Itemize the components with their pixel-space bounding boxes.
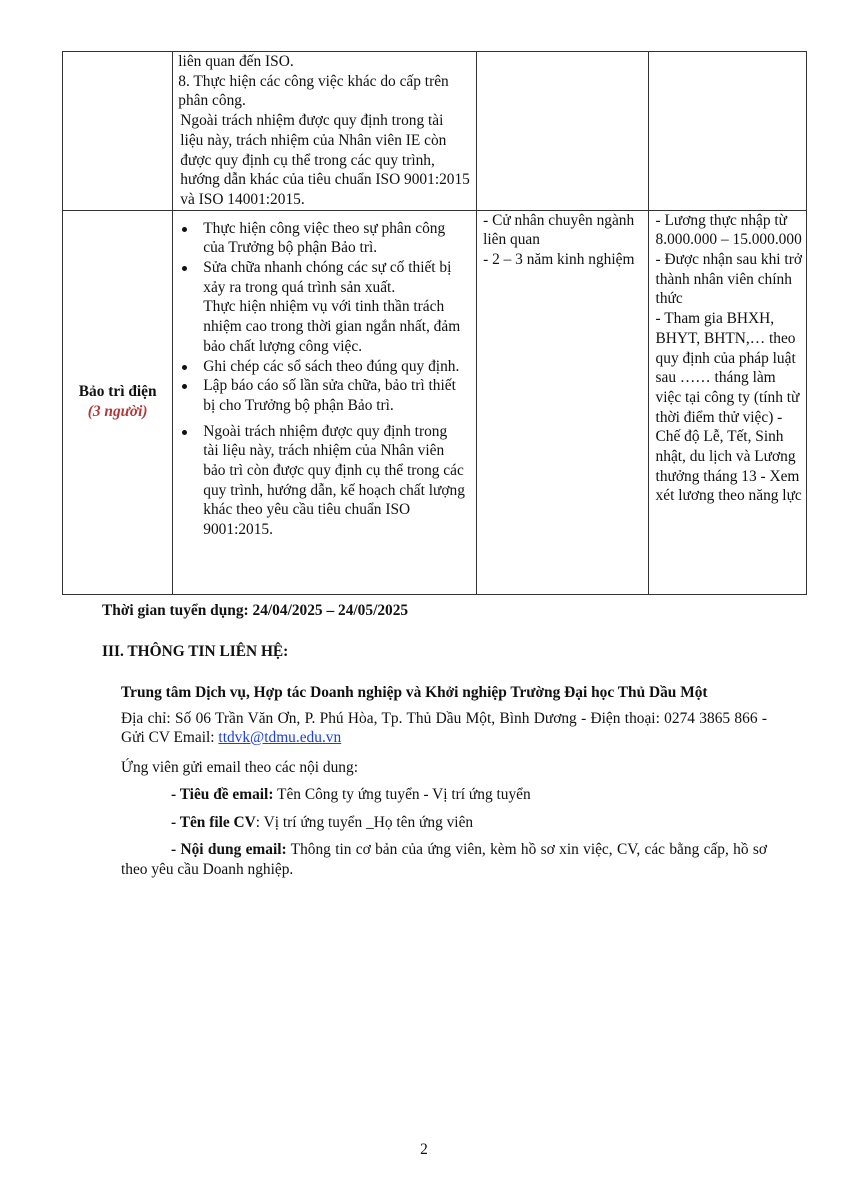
- table-row: [63, 210, 807, 594]
- position-count: (3 người): [87, 403, 148, 421]
- duty-item: Sửa chữa nhanh chóng các sự cố thiết bị xảy ra trong quá trình sản xuất.: [203, 258, 466, 297]
- section-heading: III. THÔNG TIN LIÊN HỆ:: [102, 643, 289, 660]
- page-number: 2: [420, 1141, 428, 1158]
- duty-text: 8. Thực hiện các công việc khác do cấp trên phân công.: [178, 72, 449, 110]
- benefit-item: - Tham gia BHXH, BHYT, BHTN,… theo quy định của pháp luật sau …… tháng làm việc tại công ty (tính từ thời điểm thử việc) - Chế độ Lễ, Tết, Sinh nhật, du lịch và Lương thưởng tháng 13 - Xem xét lương theo năng lực: [655, 310, 802, 505]
- instruction-text: Tên Công ty ứng tuyển - Vị trí ứng tuyển: [273, 786, 531, 803]
- address-text: Địa chỉ: Số 06 Trần Văn Ơn, P. Phú Hòa, Tp. Thủ Dầu Một, Bình Dương - Điện thoại: 0274 3865 866 - Gửi CV Email:: [121, 709, 767, 746]
- job-positions-table: [62, 51, 807, 595]
- duty-item: Ghi chép các sổ sách theo đúng quy định.: [203, 357, 466, 377]
- email-instruction-item: [121, 785, 767, 805]
- duty-item: Thực hiện công việc theo sự phân công của Trưởng bộ phận Bảo trì.: [203, 219, 466, 258]
- table-row: [63, 52, 807, 211]
- requirements-cell: [477, 210, 648, 594]
- contact-block: [121, 683, 767, 879]
- email-instruction-item: [121, 840, 767, 879]
- organization-name: Trung tâm Dịch vụ, Hợp tác Doanh nghiệp và Khởi nghiệp Trường Đại học Thủ Dầu Một: [121, 684, 708, 701]
- duties-cell: [173, 210, 477, 594]
- instruction-text: Thông tin cơ bản của ứng viên, kèm hồ sơ xin việc, CV, các bằng cấp, hồ sơ theo yêu cầu Doanh nghiệp.: [121, 841, 768, 878]
- benefits-cell: [648, 210, 806, 594]
- requirements-cell: [477, 52, 648, 211]
- instruction-text: : Vị trí ứng tuyển _Họ tên ứng viên: [255, 813, 474, 831]
- duty-text: liên quan đến ISO.: [178, 53, 294, 70]
- duty-item: Ngoài trách nhiệm được quy định trong tài liệu này, trách nhiệm của Nhân viên bảo trì còn được quy định cụ thể trong các quy trình, hướng dẫn, kế hoạch chất lượng khác theo yêu cầu tiêu chuẩn ISO 9001:2015.: [203, 422, 465, 539]
- duties-list: [173, 211, 476, 540]
- contact-address: [121, 709, 767, 748]
- instruction-label: - Tên file CV: [171, 813, 256, 831]
- email-instructions-intro: Ứng viên gửi email theo các nội dung:: [121, 758, 358, 776]
- instruction-label: - Tiêu đề email:: [171, 786, 274, 803]
- benefits-cell: [648, 52, 806, 211]
- duty-note: Ngoài trách nhiệm được quy định trong tài liệu này, trách nhiệm của Nhân viên IE còn được quy định cụ thể trong các quy trình, hướng dẫn khác của tiêu chuẩn ISO 9001:2015 và ISO 14001:2015.: [180, 112, 470, 208]
- position-cell: [63, 52, 173, 211]
- requirement-item: - 2 – 3 năm kinh nghiệm: [483, 251, 635, 269]
- email-instruction-item: [121, 813, 767, 833]
- benefit-item: - Được nhận sau khi trở thành nhân viên chính thức: [655, 251, 802, 308]
- duty-item: Lập báo cáo số lần sửa chữa, bảo trì thiết bị cho Trưởng bộ phận Bảo trì.: [203, 376, 466, 415]
- duties-cell: [173, 52, 477, 211]
- position-title: Bảo trì điện: [78, 383, 157, 401]
- position-cell: [63, 210, 173, 594]
- requirement-item: - Cử nhân chuyên ngành liên quan: [483, 211, 635, 249]
- recruitment-period: Thời gian tuyển dụng: 24/04/2025 – 24/05/2025: [102, 602, 409, 619]
- duty-item: Thực hiện nhiệm vụ với tinh thần trách nhiệm cao trong thời gian ngắn nhất, đảm bảo chất lượng công việc.: [203, 298, 461, 355]
- email-link[interactable]: ttdvk@tdmu.edu.vn: [218, 729, 342, 746]
- benefit-item: - Lương thực nhập từ 8.000.000 – 15.000.000: [655, 211, 802, 249]
- instruction-label: - Nội dung email:: [171, 841, 287, 858]
